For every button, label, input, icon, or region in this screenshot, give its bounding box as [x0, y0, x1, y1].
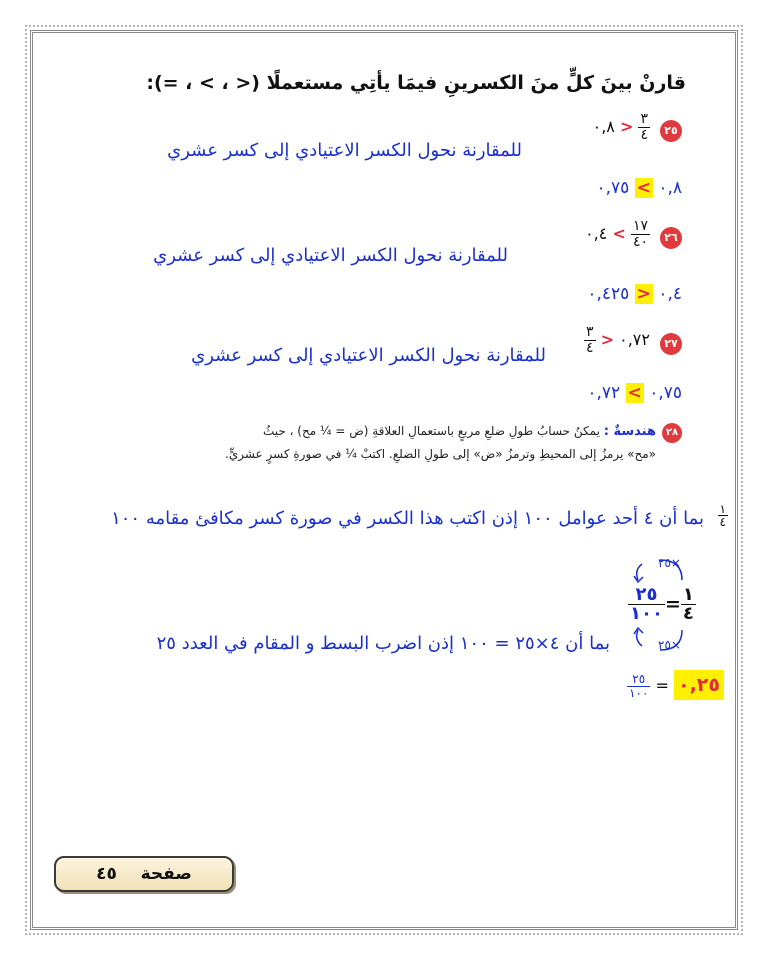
- final-equals: =: [655, 676, 669, 695]
- problem-27-decimal: ٠,٧٢: [619, 330, 650, 349]
- problem-25-answer: [596, 178, 682, 198]
- problem-26-answer-right: ٠,٤٢٥: [587, 284, 630, 304]
- problem-26-answer-left: ٠,٤: [658, 284, 682, 304]
- page-label: صفحة: [140, 864, 192, 884]
- problem-26-sign: <: [612, 224, 626, 243]
- problem-25-sign: >: [619, 117, 634, 136]
- eq-right-den: ١٠٠: [630, 603, 663, 624]
- problem-27-numerator: ٣: [586, 324, 594, 340]
- multiplier-top: ٢٥×: [658, 556, 681, 570]
- eq-right-fraction: [628, 586, 665, 623]
- problem-26-expression: [585, 219, 650, 250]
- solution-small-frac: [718, 503, 728, 528]
- multiplier-bottom: ٢٥×: [658, 638, 681, 652]
- problem-26-denominator: ٤٠: [632, 234, 648, 250]
- eq-left-fraction: [681, 586, 696, 623]
- problem-27-fraction: [584, 325, 596, 356]
- problem-27-hint: للمقارنة نحول الكسر الاعتيادي إلى كسر عشري: [191, 345, 546, 366]
- final-value: ٠,٢٥: [674, 670, 724, 700]
- problem-27-answer-right: ٠,٧٢: [587, 383, 621, 403]
- eq-right-num: ٢٥: [628, 586, 665, 605]
- page-border: [30, 30, 738, 930]
- problem-27-answer-left: ٠,٧٥: [649, 383, 682, 403]
- geometry-label: هندسةٌ :: [603, 424, 656, 439]
- problem-26-numerator: ١٧: [632, 218, 648, 234]
- arrow-top-icon: [630, 556, 690, 586]
- final-answer: [627, 673, 724, 700]
- problem-27-answer: [587, 383, 682, 403]
- problem-25-answer-left: ٠,٨: [658, 178, 682, 198]
- eq-left-num: ١: [682, 584, 694, 605]
- geometry-text-1: يمكنُ حسابُ طولِ ضلعِ مربعٍ باستعمالِ العلاقةِ (ض = ¼ مح) ، حيثُ: [262, 424, 600, 438]
- solution-small-fraction: [718, 503, 728, 528]
- problem-number-25: ٢٥: [660, 120, 682, 142]
- solution-small-den: ٤: [719, 515, 726, 529]
- equivalent-fraction: $\frac{٢٥}{١٠٠}$ = $\frac{١}{٤}$: [630, 584, 694, 624]
- problem-25-numerator: ٣: [640, 111, 648, 127]
- final-num: ٢٥: [627, 673, 650, 687]
- problem-number-28: ٢٨: [662, 423, 682, 443]
- problem-26-hint: للمقارنة نحول الكسر الاعتيادي إلى كسر عشري: [153, 245, 508, 266]
- problem-27-sign: >: [600, 330, 615, 349]
- geometry-line-2: «مح» يرمزُ إلى المحيطِ وترمزُ «ض» إلى طولِ الضلعِ. اكتبْ ¼ في صورةِ كسرٍ عشريٍّ.: [225, 447, 656, 461]
- geometry-line-1: [263, 424, 656, 439]
- problem-25-hint: للمقارنة نحول الكسر الاعتيادي إلى كسر عشري: [167, 140, 522, 161]
- problem-25-fraction: [638, 112, 650, 143]
- problem-27-answer-sign: >: [627, 383, 642, 403]
- problem-25-denominator: ٤: [640, 127, 648, 143]
- problem-26-answer: [587, 284, 682, 304]
- problem-26-fraction: [631, 219, 650, 250]
- eq-left-den: ٤: [682, 603, 694, 624]
- problem-27-denominator: ٤: [586, 340, 594, 356]
- solution-line-2: بما أن ٤×٢٥ = ١٠٠ إذن اضرب البسط و المقام في العدد ٢٥: [156, 633, 610, 654]
- problem-number-27: ٢٧: [660, 333, 682, 355]
- final-fraction: [627, 673, 650, 700]
- problem-25-answer-sign: >: [636, 178, 651, 198]
- problem-25-answer-right: ٠,٧٥: [596, 178, 630, 198]
- problem-27-expression: [584, 325, 650, 356]
- problem-number-26: ٢٦: [660, 227, 682, 249]
- problem-26-decimal: ٠,٤: [585, 224, 608, 243]
- page-number: ٤٥: [96, 864, 117, 884]
- problem-26-answer-sign: <: [636, 284, 651, 304]
- final-den: ١٠٠: [629, 686, 649, 700]
- solution-small-num: ١: [719, 502, 726, 516]
- instruction-heading: قارنْ بينَ كلٍّ منَ الكسرينِ فيمَا يأتِي مستعملًا (< ، > ، =):: [146, 72, 686, 94]
- page-number-box: [54, 856, 234, 892]
- problem-25-decimal: ٠,٨: [592, 117, 615, 136]
- problem-25-expression: [593, 112, 650, 143]
- solution-line-1: بما أن ٤ أحد عوامل ١٠٠ إذن اكتب هذا الكسر في صورة كسر مكافئ مقامه ١٠٠: [111, 508, 704, 529]
